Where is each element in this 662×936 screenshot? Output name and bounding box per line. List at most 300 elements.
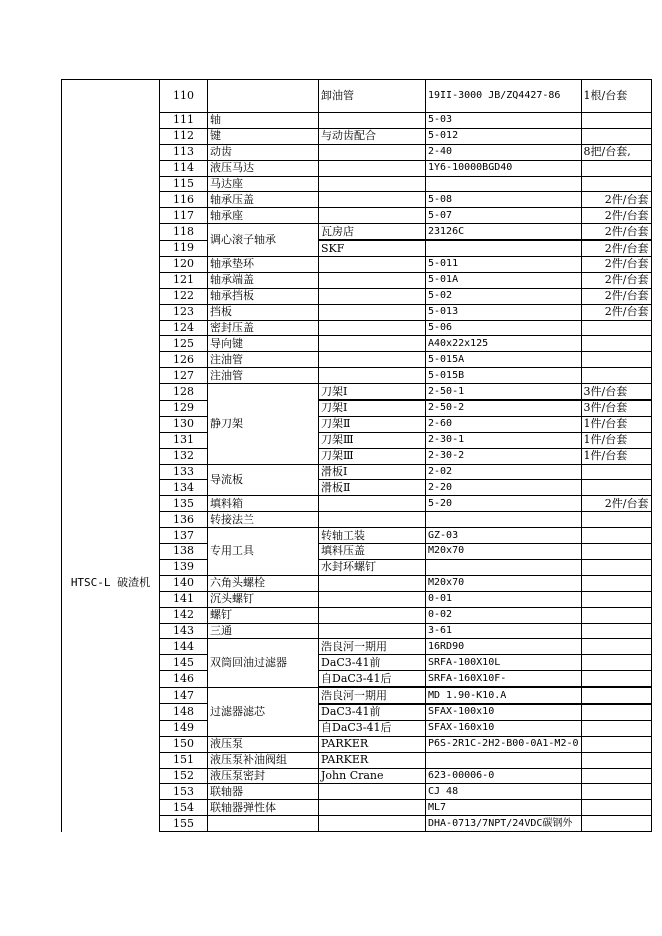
- machine-cell: [62, 607, 160, 623]
- part-spec: 水封环螺钉: [319, 559, 426, 575]
- table-row: [62, 639, 652, 655]
- row-number: 118: [160, 224, 208, 240]
- machine-cell: [62, 687, 160, 704]
- part-code: 2-60: [426, 416, 582, 432]
- part-quantity: [581, 687, 651, 704]
- part-quantity: 2件/台套: [581, 496, 651, 512]
- part-quantity: [581, 113, 651, 129]
- part-spec: 刀架Ⅰ: [319, 400, 426, 416]
- part-name: 轴承挡板: [208, 288, 319, 304]
- part-code: 2-50-2: [426, 400, 582, 416]
- table-row: [62, 544, 652, 560]
- part-spec: SKF: [319, 240, 426, 256]
- part-name: 液压马达: [208, 160, 319, 176]
- part-spec: [319, 320, 426, 336]
- part-spec: 刀架Ⅱ: [319, 416, 426, 432]
- part-spec: [319, 208, 426, 224]
- part-spec: 浩良河一期用: [319, 687, 426, 704]
- part-name: 挡板: [208, 304, 319, 320]
- table-row: [62, 320, 652, 336]
- part-code: [426, 752, 582, 768]
- part-spec: [319, 591, 426, 607]
- part-quantity: 2件/台套: [581, 288, 651, 304]
- machine-cell: [62, 80, 160, 113]
- table-row: [62, 671, 652, 687]
- part-spec: DaC3-41前: [319, 704, 426, 720]
- table-row: [62, 113, 652, 129]
- part-code: 5-02: [426, 288, 582, 304]
- machine-cell: [62, 448, 160, 464]
- part-name: 轴承端盖: [208, 272, 319, 288]
- part-name: 轴承压盖: [208, 192, 319, 208]
- row-number: 153: [160, 784, 208, 800]
- part-spec: [319, 144, 426, 160]
- part-name: 导流板: [208, 464, 319, 496]
- table-row: [62, 144, 652, 160]
- machine-cell: [62, 559, 160, 575]
- table-row: [62, 432, 652, 448]
- part-spec: [319, 272, 426, 288]
- table-row: [62, 607, 652, 623]
- table-row: [62, 800, 652, 816]
- part-quantity: [581, 816, 651, 832]
- table-row: [62, 736, 652, 752]
- table-row: [62, 704, 652, 720]
- part-code: 3-61: [426, 623, 582, 639]
- row-number: 148: [160, 704, 208, 720]
- part-name: 液压泵: [208, 736, 319, 752]
- part-code: ML7: [426, 800, 582, 816]
- machine-cell: [62, 512, 160, 528]
- table-row: [62, 720, 652, 736]
- part-spec: [319, 257, 426, 273]
- table-row: [62, 257, 652, 273]
- table-row: [62, 224, 652, 240]
- table-row: [62, 160, 652, 176]
- part-code: DHA-0713/7NPT/24VDC碳钢外: [426, 816, 582, 832]
- part-name: [208, 80, 319, 113]
- part-code: 1Y6-10000BGD40: [426, 160, 582, 176]
- machine-cell: [62, 768, 160, 784]
- row-number: 134: [160, 480, 208, 496]
- part-spec: [319, 623, 426, 639]
- part-name: 轴承座: [208, 208, 319, 224]
- row-number: 127: [160, 368, 208, 384]
- part-spec: 转轴工装: [319, 528, 426, 544]
- table-row: [62, 623, 652, 639]
- part-quantity: [581, 704, 651, 720]
- part-quantity: 1根/台套: [581, 80, 651, 113]
- part-code: M20x70: [426, 544, 582, 560]
- table-row: [62, 480, 652, 496]
- part-quantity: 2件/台套: [581, 272, 651, 288]
- machine-cell: [62, 240, 160, 256]
- part-code: 5-011: [426, 257, 582, 273]
- part-quantity: [581, 655, 651, 671]
- row-number: 117: [160, 208, 208, 224]
- part-quantity: [581, 336, 651, 352]
- machine-cell: [62, 257, 160, 273]
- machine-cell: [62, 304, 160, 320]
- part-quantity: 3件/台套: [581, 384, 651, 400]
- part-quantity: [581, 352, 651, 368]
- row-number: 124: [160, 320, 208, 336]
- part-quantity: [581, 800, 651, 816]
- part-code: [426, 240, 582, 256]
- machine-cell: [62, 368, 160, 384]
- row-number: 113: [160, 144, 208, 160]
- part-quantity: [581, 160, 651, 176]
- part-spec: [319, 160, 426, 176]
- part-quantity: 3件/台套: [581, 400, 651, 416]
- machine-cell: [62, 528, 160, 544]
- part-name: 沉头螺钉: [208, 591, 319, 607]
- part-code: 2-02: [426, 464, 582, 480]
- machine-cell: [62, 160, 160, 176]
- row-number: 122: [160, 288, 208, 304]
- row-number: 152: [160, 768, 208, 784]
- part-spec: [319, 352, 426, 368]
- part-spec: [319, 512, 426, 528]
- part-quantity: [581, 752, 651, 768]
- table-row: [62, 336, 652, 352]
- row-number: 144: [160, 639, 208, 655]
- row-number: 150: [160, 736, 208, 752]
- part-spec: 浩良河一期用: [319, 639, 426, 655]
- part-code: P6S-2R1C-2H2-B00-0A1-M2-0: [426, 736, 582, 752]
- part-quantity: [581, 720, 651, 736]
- part-spec: 刀架Ⅲ: [319, 432, 426, 448]
- machine-cell: [62, 400, 160, 416]
- table-row: [62, 208, 652, 224]
- machine-cell: [62, 113, 160, 129]
- part-name: 马达座: [208, 176, 319, 192]
- machine-cell: [62, 128, 160, 144]
- machine-cell: [62, 272, 160, 288]
- part-spec: 刀架Ⅲ: [319, 448, 426, 464]
- machine-cell: [62, 496, 160, 512]
- table-row: [62, 512, 652, 528]
- row-number: 121: [160, 272, 208, 288]
- part-spec: 刀架Ⅰ: [319, 384, 426, 400]
- table-row: [62, 768, 652, 784]
- row-number: 139: [160, 559, 208, 575]
- part-name: 双筒回油过滤器: [208, 639, 319, 687]
- machine-name: HTSC-L 破渣机: [62, 575, 160, 591]
- part-name: 调心滚子轴承: [208, 224, 319, 257]
- part-spec: 瓦房店: [319, 224, 426, 240]
- part-quantity: [581, 544, 651, 560]
- part-spec: 卸油管: [319, 80, 426, 113]
- machine-cell: [62, 464, 160, 480]
- machine-cell: [62, 208, 160, 224]
- machine-cell: [62, 176, 160, 192]
- part-spec: PARKER: [319, 736, 426, 752]
- part-name: 填料箱: [208, 496, 319, 512]
- part-quantity: [581, 671, 651, 687]
- row-number: 151: [160, 752, 208, 768]
- part-quantity: [581, 784, 651, 800]
- part-code: 16RD90: [426, 639, 582, 655]
- table-row: [62, 784, 652, 800]
- part-name: 导向键: [208, 336, 319, 352]
- part-name: 键: [208, 128, 319, 144]
- row-number: 120: [160, 257, 208, 273]
- part-name: 静刀架: [208, 384, 319, 464]
- part-quantity: 2件/台套: [581, 224, 651, 240]
- row-number: 132: [160, 448, 208, 464]
- machine-cell: [62, 384, 160, 400]
- part-quantity: [581, 512, 651, 528]
- table-row: [62, 240, 652, 256]
- part-quantity: 8把/台套,: [581, 144, 651, 160]
- part-code: [426, 512, 582, 528]
- row-number: 114: [160, 160, 208, 176]
- machine-cell: [62, 192, 160, 208]
- row-number: 138: [160, 544, 208, 560]
- part-spec: 填料压盖: [319, 544, 426, 560]
- part-name: 轴: [208, 113, 319, 129]
- row-number: 154: [160, 800, 208, 816]
- part-quantity: 2件/台套: [581, 304, 651, 320]
- table-row: [62, 400, 652, 416]
- machine-cell: [62, 416, 160, 432]
- row-number: 133: [160, 464, 208, 480]
- machine-cell: [62, 720, 160, 736]
- part-code: 2-20: [426, 480, 582, 496]
- machine-cell: [62, 544, 160, 560]
- machine-cell: [62, 320, 160, 336]
- row-number: 128: [160, 384, 208, 400]
- row-number: 115: [160, 176, 208, 192]
- part-quantity: [581, 559, 651, 575]
- part-code: 5-012: [426, 128, 582, 144]
- part-name: 轴承垫环: [208, 257, 319, 273]
- table-row: [62, 368, 652, 384]
- part-quantity: [581, 575, 651, 591]
- part-spec: 滑板Ⅰ: [319, 464, 426, 480]
- row-number: 143: [160, 623, 208, 639]
- machine-cell: [62, 623, 160, 639]
- part-quantity: 1件/台套: [581, 432, 651, 448]
- part-name: [208, 816, 319, 832]
- part-code: 2-50-1: [426, 384, 582, 400]
- part-name: 注油管: [208, 368, 319, 384]
- part-code: SFAX-160x10: [426, 720, 582, 736]
- row-number: 142: [160, 607, 208, 623]
- row-number: 145: [160, 655, 208, 671]
- row-number: 126: [160, 352, 208, 368]
- table-row: [62, 176, 652, 192]
- part-name: 联轴器弹性体: [208, 800, 319, 816]
- part-code: SRFA-160X10F-: [426, 671, 582, 687]
- row-number: 149: [160, 720, 208, 736]
- part-code: CJ 48: [426, 784, 582, 800]
- part-name: 注油管: [208, 352, 319, 368]
- part-spec: 自DaC3-41后: [319, 720, 426, 736]
- row-number: 135: [160, 496, 208, 512]
- table-row: [62, 655, 652, 671]
- machine-cell: [62, 671, 160, 687]
- part-name: 液压泵补油阀组: [208, 752, 319, 768]
- part-quantity: 1件/台套: [581, 448, 651, 464]
- part-spec: DaC3-41前: [319, 655, 426, 671]
- part-spec: [319, 176, 426, 192]
- table-row: [62, 687, 652, 704]
- part-quantity: [581, 176, 651, 192]
- table-row: [62, 192, 652, 208]
- part-spec: [319, 575, 426, 591]
- table-row: [62, 816, 652, 832]
- part-quantity: 2件/台套: [581, 208, 651, 224]
- part-name: 液压泵密封: [208, 768, 319, 784]
- table-row: [62, 80, 652, 113]
- part-name: 六角头螺栓: [208, 575, 319, 591]
- part-quantity: 2件/台套: [581, 257, 651, 273]
- table-row: [62, 448, 652, 464]
- machine-cell: [62, 432, 160, 448]
- row-number: 146: [160, 671, 208, 687]
- table-row: [62, 304, 652, 320]
- part-code: 5-015B: [426, 368, 582, 384]
- part-name: 转接法兰: [208, 512, 319, 528]
- part-code: 5-015A: [426, 352, 582, 368]
- machine-cell: [62, 144, 160, 160]
- part-spec: [319, 800, 426, 816]
- row-number: 111: [160, 113, 208, 129]
- part-name: 三通: [208, 623, 319, 639]
- row-number: 123: [160, 304, 208, 320]
- row-number: 147: [160, 687, 208, 704]
- part-spec: [319, 304, 426, 320]
- part-code: A40x22x125: [426, 336, 582, 352]
- part-code: [426, 559, 582, 575]
- table-row: [62, 416, 652, 432]
- part-quantity: [581, 736, 651, 752]
- part-quantity: [581, 464, 651, 480]
- row-number: 125: [160, 336, 208, 352]
- table-row: [62, 128, 652, 144]
- part-code: 19II-3000 JB/ZQ4427-86: [426, 80, 582, 113]
- part-spec: PARKER: [319, 752, 426, 768]
- part-code: 23126C: [426, 224, 582, 240]
- row-number: 119: [160, 240, 208, 256]
- part-spec: 滑板Ⅱ: [319, 480, 426, 496]
- part-quantity: [581, 528, 651, 544]
- row-number: 137: [160, 528, 208, 544]
- machine-cell: [62, 480, 160, 496]
- part-spec: [319, 113, 426, 129]
- part-code: 5-03: [426, 113, 582, 129]
- part-name: 动齿: [208, 144, 319, 160]
- machine-cell: [62, 704, 160, 720]
- part-code: GZ-03: [426, 528, 582, 544]
- machine-cell: [62, 591, 160, 607]
- machine-cell: [62, 352, 160, 368]
- table-row: [62, 464, 652, 480]
- part-quantity: [581, 320, 651, 336]
- part-code: 2-30-1: [426, 432, 582, 448]
- part-code: [426, 176, 582, 192]
- part-quantity: 2件/台套: [581, 192, 651, 208]
- row-number: 110: [160, 80, 208, 113]
- part-code: 2-40: [426, 144, 582, 160]
- part-name: 专用工具: [208, 528, 319, 576]
- part-quantity: [581, 768, 651, 784]
- table-row: [62, 272, 652, 288]
- row-number: 136: [160, 512, 208, 528]
- machine-cell: [62, 224, 160, 240]
- part-name: 密封压盖: [208, 320, 319, 336]
- row-number: 131: [160, 432, 208, 448]
- part-code: SFAX-100x10: [426, 704, 582, 720]
- table-row: [62, 496, 652, 512]
- part-quantity: [581, 623, 651, 639]
- row-number: 112: [160, 128, 208, 144]
- part-quantity: 2件/台套: [581, 240, 651, 256]
- part-quantity: [581, 591, 651, 607]
- table-row: [62, 575, 652, 591]
- part-spec: [319, 288, 426, 304]
- row-number: 140: [160, 575, 208, 591]
- part-spec: [319, 784, 426, 800]
- row-number: 129: [160, 400, 208, 416]
- part-code: 623-00006-0: [426, 768, 582, 784]
- part-quantity: [581, 480, 651, 496]
- row-number: 130: [160, 416, 208, 432]
- part-spec: [319, 607, 426, 623]
- part-name: 过滤器滤芯: [208, 687, 319, 736]
- machine-cell: [62, 800, 160, 816]
- part-code: 2-30-2: [426, 448, 582, 464]
- machine-cell: [62, 639, 160, 655]
- part-quantity: [581, 128, 651, 144]
- part-spec: [319, 816, 426, 832]
- row-number: 116: [160, 192, 208, 208]
- table-row: [62, 288, 652, 304]
- table-row: [62, 752, 652, 768]
- part-quantity: [581, 368, 651, 384]
- machine-cell: [62, 655, 160, 671]
- part-spec: [319, 192, 426, 208]
- machine-cell: [62, 784, 160, 800]
- part-code: 5-08: [426, 192, 582, 208]
- machine-cell: [62, 816, 160, 832]
- part-spec: 自DaC3-41后: [319, 671, 426, 687]
- part-code: M20x70: [426, 575, 582, 591]
- part-code: MD 1.90-K10.A: [426, 687, 582, 704]
- row-number: 141: [160, 591, 208, 607]
- machine-cell: [62, 736, 160, 752]
- part-name: 螺钉: [208, 607, 319, 623]
- part-quantity: [581, 607, 651, 623]
- part-spec: [319, 368, 426, 384]
- part-code: 5-01A: [426, 272, 582, 288]
- part-code: 5-20: [426, 496, 582, 512]
- table-row: [62, 559, 652, 575]
- part-code: 0-01: [426, 591, 582, 607]
- table-row: [62, 591, 652, 607]
- machine-cell: [62, 336, 160, 352]
- machine-cell: [62, 288, 160, 304]
- part-quantity: [581, 639, 651, 655]
- table-row: [62, 384, 652, 400]
- part-code: 5-07: [426, 208, 582, 224]
- part-spec: 与动齿配合: [319, 128, 426, 144]
- part-code: 5-06: [426, 320, 582, 336]
- part-name: 联轴器: [208, 784, 319, 800]
- part-code: 5-013: [426, 304, 582, 320]
